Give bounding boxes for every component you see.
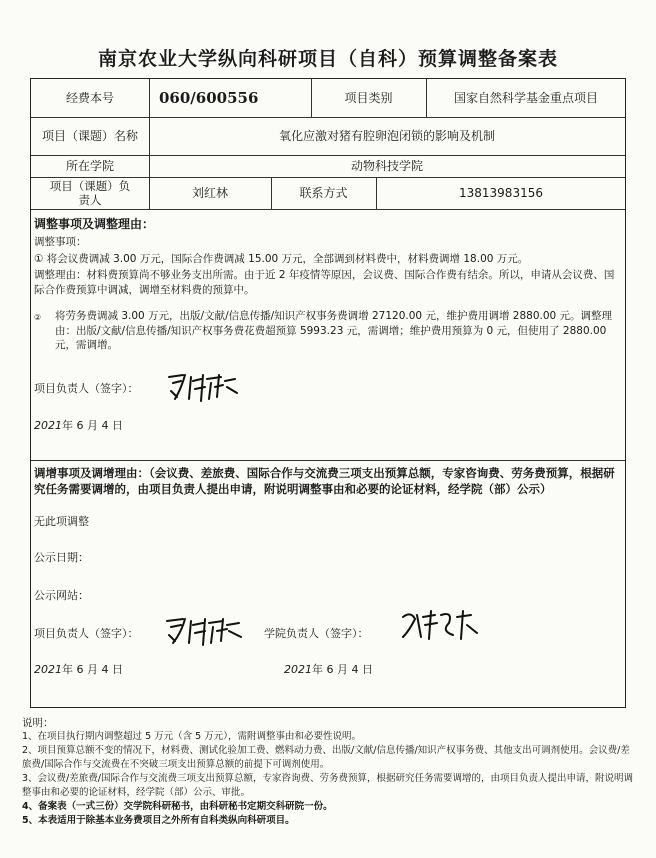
section-divider [31, 460, 625, 461]
fund-no-value: 060/600556 [159, 89, 259, 107]
publish-date-label: 公示日期： [34, 551, 89, 564]
adjust-item-1: ① 将会议费调减 3.00 万元，国际合作费调减 15.00 万元，全部调到材料费中，材料费调增 18.00 万元。 [34, 253, 529, 265]
fund-no-label: 经费本号 [65, 91, 114, 105]
note-4: 4、备案表（一式三份）交学院科研秘书，由科研秘书定期交科研院一份。 [22, 801, 333, 812]
project-type-label: 项目类别 [344, 91, 393, 105]
project-name-value: 氧化应激对猪有腔卵泡闭锁的影响及机制 [278, 129, 495, 143]
section2-leader-signature [161, 613, 251, 647]
adjust-item-2-marker: ② [34, 313, 42, 322]
section2-heading-label: 调增事项及调增理由： [34, 466, 149, 480]
college-signature [397, 607, 483, 643]
section1-date-text: 年 6 月 4 日 [62, 419, 123, 432]
college-sign-label: 学院负责人（签字）： [264, 627, 369, 640]
leader-value: 刘红林 [191, 186, 228, 200]
notes [22, 716, 634, 828]
section2-heading [34, 465, 624, 497]
note-3: 3、会议费/差旅费/国际合作与交流费三项支出预算总额，专家咨询费、劳务费预算，根据研究任务需要调增的，由项目负责人提出申请，附说明调整事由和必要的论证材料，经学院（部）公示、审批。 [22, 773, 633, 798]
note-1: 1、在项目执行期内调整超过 5 万元（含 5 万元），需附调整事由和必要性说明。 [22, 731, 361, 742]
section2-date-1-text: 年 6 月 4 日 [62, 663, 123, 676]
leader-sign-label: 项目负责人（签字）： [34, 382, 139, 395]
no-adjustment: 无此项调整 [34, 515, 89, 528]
section2-date-1 [34, 663, 123, 678]
project-name-label: 项目（课题）名称 [41, 129, 138, 143]
leader-signature [163, 369, 243, 403]
publish-site-label: 公示网站： [34, 589, 89, 602]
college-label: 所在学院 [65, 159, 114, 173]
notes-heading: 说明： [22, 717, 54, 729]
section2-heading-detail: （会议费、差旅费、国际合作与交流费三项支出预算总额，专家咨询费、劳务费预算，根据研究任务需要调增的，由项目负责人提出申请，附说明调整事由和必要的论证材料，经学院（部）公示） [34, 466, 615, 496]
page-title: 南京农业大学纵向科研项目（自科）预算调整备案表 [97, 48, 558, 70]
section1-heading: 调整事项及调整理由： [34, 217, 155, 231]
adjust-reason-1: 调整理由：材料费预算尚不够业务支出所需。由于近 2 年疫情等原因，会议费、国际合作费有结余。所以，申请从会议费、国际合作费预算中调减，调增至材料费的预算中。 [34, 269, 615, 296]
section2-date-2-year: 2021 [284, 663, 312, 676]
section1-date-year: 2021 [34, 419, 62, 432]
section2-date-2 [284, 663, 373, 678]
project-type-value: 国家自然科学基金重点项目 [453, 91, 598, 105]
note-2: 2、项目预算总额不变的情况下，材料费、测试化验加工费、燃料动力费、出版/文献/信息传播/知识产权事务费、其他支出可调剂使用。会议费/差旅费/国际合作与交流费在不突破三项支出预算总额的前提下可调剂使用。 [22, 745, 630, 770]
section2-leader-sign-label: 项目负责人（签字）： [34, 627, 139, 640]
section2-date-2-text: 年 6 月 4 日 [312, 663, 373, 676]
contact-value: 13813983156 [459, 186, 543, 200]
leader-label: 项目（课题）负责人 [49, 179, 131, 207]
college-value: 动物科技学院 [350, 159, 423, 173]
section2-date-1-year: 2021 [34, 663, 62, 676]
note-5: 5、本表适用于除基本业务费项目之外所有自科类纵向科研项目。 [22, 815, 295, 826]
adjust-items-label: 调整事项： [34, 236, 87, 248]
row-divider [31, 209, 625, 210]
section1-date [34, 419, 123, 434]
budget-form [30, 78, 626, 708]
adjust-item-2: 将劳务费调减 3.00 万元，出版/文献/信息传播/知识产权事务费调增 27120.00 元，维护费用调增 2880.00 元。调整理由：出版/文献/信息传播/知识产权事务费花费超预算 5993.23 元，需调增；维护费用预算为 0 元，但使用了 2880.00 元，需调增。 [55, 310, 613, 351]
contact-label: 联系方式 [299, 186, 348, 200]
